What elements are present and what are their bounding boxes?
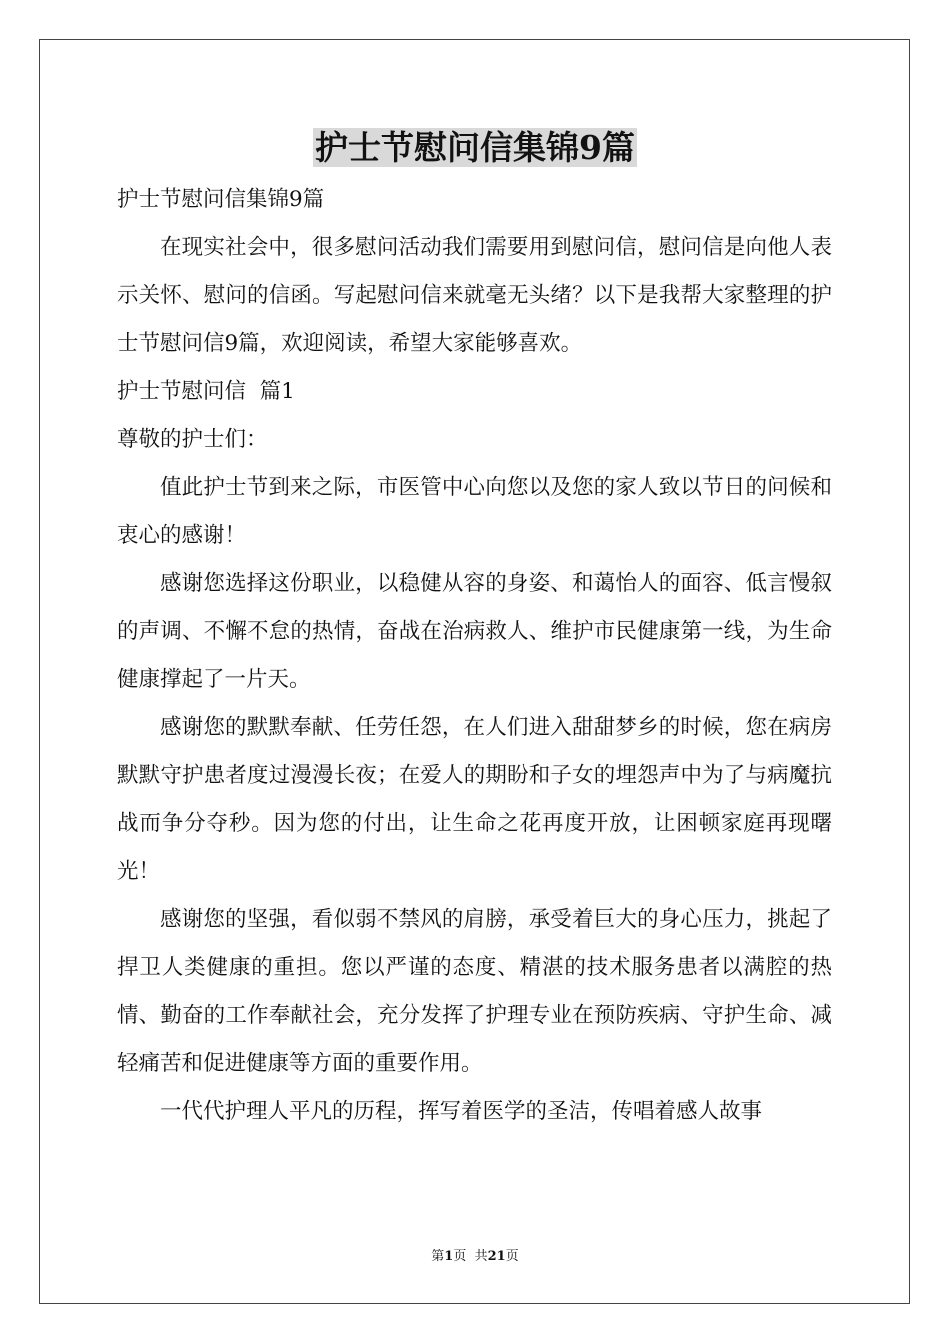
body-paragraph: 感谢您的默默奉献、任劳任怨，在人们进入甜甜梦乡的时候，您在病房默默守护患者度过漫漫长夜；在爱人的期盼和子女的埋怨声中为了与病魔抗战而争分夺秒。因为您的付出，让生命之花再度开放，让困顿家庭再现曙光！ bbox=[117, 715, 832, 884]
body-paragraph: 值此护士节到来之际，市医管中心向您以及您的家人致以节日的问候和衷心的感谢！ bbox=[117, 475, 832, 548]
section-heading: 护士节慰问信 篇1 bbox=[117, 379, 295, 404]
page-footer bbox=[0, 1248, 950, 1266]
salutation: 尊敬的护士们： bbox=[117, 427, 268, 452]
footer-page-suffix: 页 bbox=[505, 1249, 519, 1264]
body-paragraph: 一代代护理人平凡的历程，挥写着医学的圣洁，传唱着感人故事 bbox=[160, 1099, 763, 1124]
body-paragraph: 感谢您的坚强，看似弱不禁风的肩膀，承受着巨大的身心压力，挑起了捍卫人类健康的重担。您以严谨的态度、精湛的技术服务患者以满腔的热情、勤奋的工作奉献社会，充分发挥了护理专业在预防疾病、守护生命、减轻痛苦和促进健康等方面的重要作用。 bbox=[117, 907, 832, 1076]
intro-paragraph: 在现实社会中，很多慰问活动我们需要用到慰问信，慰问信是向他人表示关怀、慰问的信函。写起慰问信来就毫无头绪？以下是我帮大家整理的护士节慰问信9篇，欢迎阅读，希望大家能够喜欢。 bbox=[117, 235, 832, 356]
document-subtitle: 护士节慰问信集锦9篇 bbox=[117, 187, 325, 212]
document-title bbox=[0, 126, 950, 170]
body-paragraph: 感谢您选择这份职业，以稳健从容的身姿、和蔼怡人的面容、低言慢叙的声调、不懈不怠的热情，奋战在治病救人、维护市民健康第一线，为生命健康撑起了一片天。 bbox=[117, 571, 832, 692]
footer-page-prefix: 第 bbox=[431, 1249, 445, 1264]
document-title-text: 护士节慰问信集锦9篇 bbox=[315, 128, 635, 167]
footer-page-number: 1 bbox=[444, 1249, 454, 1264]
footer-page-total: 21 bbox=[487, 1249, 506, 1264]
document-body bbox=[117, 176, 832, 1136]
footer-page-mid: 页 共 bbox=[453, 1249, 488, 1264]
